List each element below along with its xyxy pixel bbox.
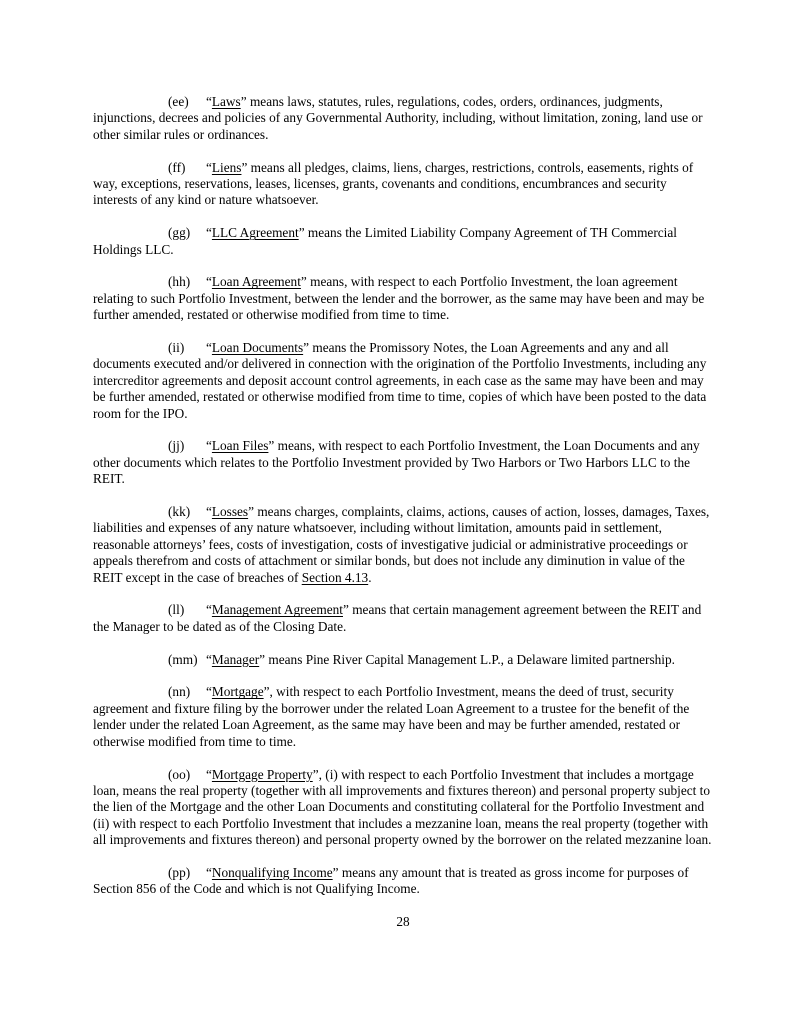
definition-paragraph [93,767,713,849]
defined-term: Manager [211,651,260,667]
definition-text: . [368,569,372,585]
definition-text: ” means, with respect to each Portfolio Investment, the Loan Documents and any other documents which relates to the Portfolio Investment provided by Two Harbors or Two Harbors LLC to the REIT. [93,438,700,487]
page-number: 28 [396,914,410,930]
definition-paragraph [93,865,713,898]
definition-text: ” means charges, complaints, claims, actions, causes of action, losses, damages, Taxes, liabilities and expenses of any nature whatsoever, including without limitation, amounts paid in settlement, reasonable attorneys’ fees, costs of investigation, costs of investigative judicial or administrative proceedings or appeals therefrom and costs of attachment or similar bonds, but does not include any diminution in value of the REIT except in the case of breaches of [93,504,710,585]
defined-term: Liens [211,159,242,175]
definition-text: “ [206,651,212,667]
definition-label: (ll) [168,602,185,618]
definition-text: “ [206,225,212,241]
definition-paragraph [93,504,713,586]
definition-label: (ii) [168,340,185,356]
definition-text: “ [206,864,212,880]
definition-label: (pp) [168,864,191,880]
definitions-list [93,94,713,898]
definition-paragraph [93,602,713,635]
definition-text: ” means the Promissory Notes, the Loan Agreements and any and all documents executed and/or delivered in connection with the origination of the Portfolio Investments, including any intercreditor agreements and deposit account control agreements, in each case as the same may have been and may be further amended, restated or otherwise modified from time to time, copies of which have been posted to the data room for the IPO. [93,340,707,421]
definition-label: (hh) [168,274,191,290]
definition-paragraph [93,438,713,487]
definition-paragraph [93,652,713,668]
definition-paragraph [93,160,713,209]
definition-text: “ [206,340,212,356]
definition-paragraph [93,684,713,750]
defined-term: Management Agreement [211,602,343,618]
definition-text: “ [206,274,212,290]
defined-term: LLC Agreement [211,225,299,241]
definition-text: ” means Pine River Capital Management L.P., a Delaware limited partnership. [259,651,675,667]
definition-text: ” means any amount that is treated as gross income for purposes of Section 856 of the Code and which is not Qualifying Income. [93,864,689,897]
definition-text: ”, with respect to each Portfolio Investment, means the deed of trust, security agreement and fixture filing by the borrower under the related Loan Agreement to a trustee for the benefit of the lender under the related Loan Agreement, as the same may have been and may be further amended, restated or otherwise modified from time to time. [93,684,690,749]
defined-term: Nonqualifying Income [211,864,333,880]
definition-paragraph [93,225,713,258]
defined-term: Section 4.13 [301,569,369,585]
definition-text: “ [206,159,212,175]
defined-term: Loan Files [211,438,269,454]
definition-text: “ [206,684,212,700]
defined-term: Laws [211,94,241,109]
definition-label: (gg) [168,225,191,241]
definition-label: (ff) [168,159,186,175]
definition-text: “ [206,766,212,782]
definition-text: “ [206,504,212,520]
definition-text: ” means that certain management agreement between the REIT and the Manager to be dated as of the Closing Date. [93,602,702,634]
definition-paragraph [93,340,713,422]
definition-label: (nn) [168,684,191,700]
definition-text: ” means, with respect to each Portfolio Investment, the loan agreement relating to such Portfolio Investment, between the lender and the borrower, as the same may have been and may be further amended, restated or otherwise modified from time to time. [93,274,705,323]
defined-term: Loan Agreement [211,274,301,290]
definition-text: ” means the Limited Liability Company Agreement of TH Commercial Holdings LLC. [93,225,677,257]
defined-term: Loan Documents [211,340,304,356]
definition-label: (mm) [168,651,198,667]
defined-term: Mortgage Property [211,766,313,782]
definition-text: ” means all pledges, claims, liens, charges, restrictions, controls, easements, rights of way, exceptions, reservations, leases, licenses, grants, covenants and conditions, encumbrances and security interests of any kind or nature whatsoever. [93,159,694,208]
definition-label: (jj) [168,438,185,454]
defined-term: Mortgage [211,684,264,700]
definition-label: (oo) [168,766,191,782]
definition-text: “ [206,602,212,618]
defined-term: Losses [211,504,249,520]
definition-label: (kk) [168,504,191,520]
definition-paragraph [93,274,713,323]
definition-paragraph [93,94,713,143]
definition-text: ”, (i) with respect to each Portfolio Investment that includes a mortgage loan, means the real property (together with all improvements and fixtures thereon) and personal property subject to the lien of the Mortgage and the other Loan Documents and constituting collateral for the Portfolio Investment and (ii) with respect to each Portfolio Investment that includes a mezzanine loan, means the real property (together with all improvements and fixtures thereon) and personal property owned by the borrower on the related mezzanine loan. [93,766,712,848]
definition-text: “ [206,94,212,109]
definition-text: ” means laws, statutes, rules, regulations, codes, orders, ordinances, judgments, injunctions, decrees and policies of any Governmental Authority, including, without limitation, zoning, land use or other similar rules or ordinances. [93,94,703,142]
definition-text: “ [206,438,212,454]
definition-label: (ee) [168,94,189,109]
